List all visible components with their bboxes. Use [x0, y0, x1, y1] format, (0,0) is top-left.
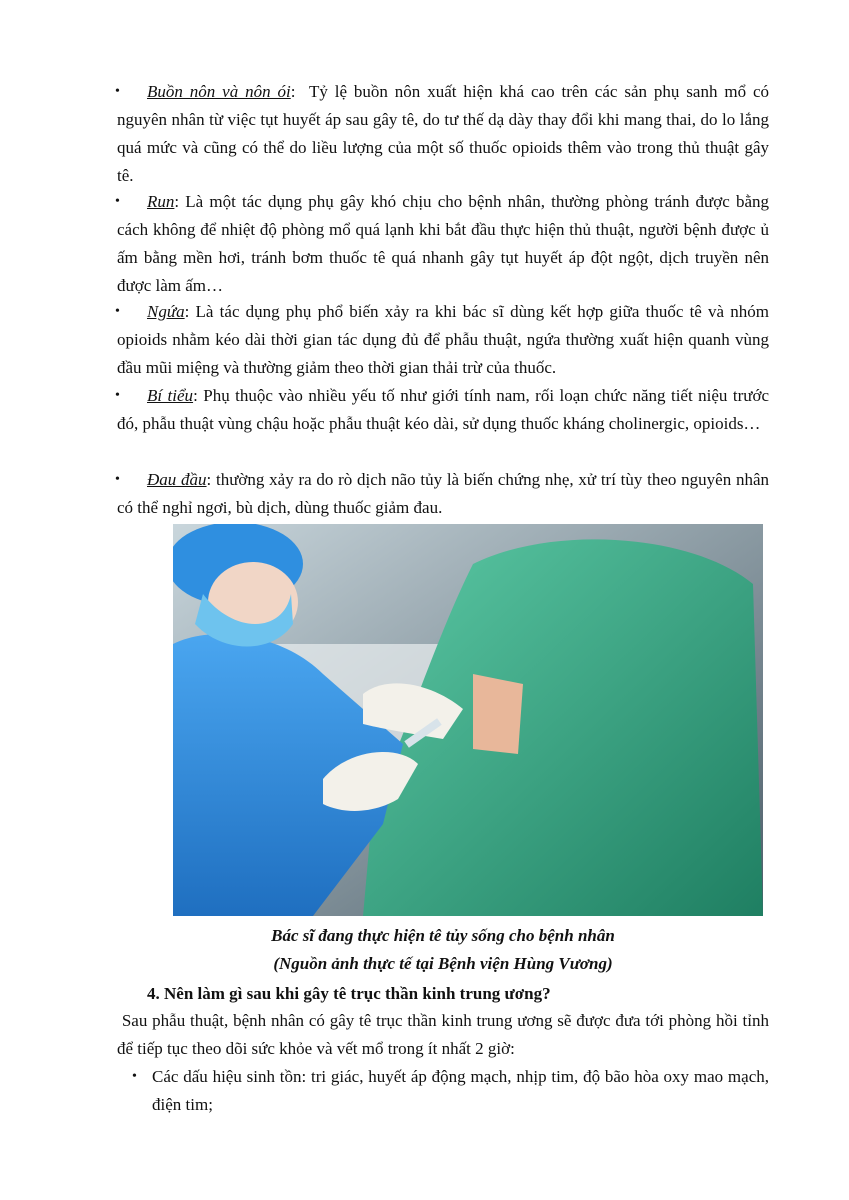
- bullet-term: Ngứa: [147, 302, 185, 321]
- section-heading: 4. Nên làm gì sau khi gây tê trục thần kinh trung ương?: [147, 984, 551, 1003]
- bullet-term: Run: [147, 192, 175, 211]
- bullet-separator: :: [184, 302, 196, 321]
- bullet-paragraph: [117, 298, 769, 382]
- figure-caption-line-1: Bác sĩ đang thực hiện tê tủy sống cho bệnh nhân: [271, 926, 615, 945]
- bullet-dot: •: [115, 304, 120, 319]
- bullet-dot: •: [115, 84, 120, 99]
- bullet-text: Là một tác dụng phụ gây khó chịu cho bệnh nhân, thường phòng tránh được bằng cách không để nhiệt độ phòng mổ quá lạnh khi bắt đầu thực hiện thủ thuật, người bệnh được ủ ấm bằng mền hơi, tránh bơm thuốc tê quá nhanh gây tụt huyết áp đột ngột, dịch truyền nên được làm ấm…: [117, 192, 769, 295]
- list-item: [132, 1063, 769, 1119]
- bullet-paragraph: [117, 382, 769, 438]
- bullet-term: Bí tiểu: [147, 386, 194, 405]
- bullet-text: Tỷ lệ buồn nôn xuất hiện khá cao trên các sản phụ sanh mổ có nguyên nhân từ việc tụt huyết áp sau gây tê, do tư thế dạ dày thay đổi khi mang thai, do lo lắng quá mức và cũng có thể do liều lượng của một số thuốc opioids thêm vào trong thủ thuật gây tê.: [117, 82, 770, 185]
- bullet-paragraph: [117, 466, 769, 522]
- bullet-term: Đau đầu: [147, 470, 207, 489]
- bullet-separator: :: [290, 82, 309, 101]
- section-intro: Sau phẫu thuật, bệnh nhân có gây tê trục thần kinh trung ương sẽ được đưa tới phòng hồi tỉnh để tiếp tục theo dõi sức khỏe và vết mổ trong ít nhất 2 giờ:: [117, 1011, 774, 1058]
- bullet-text: thường xảy ra do rò dịch não tủy là biến chứng nhẹ, xử trí tùy theo nguyên nhân có thể nghỉ ngơi, bù dịch, dùng thuốc giảm đau.: [117, 470, 769, 517]
- bullet-separator: :: [193, 386, 204, 405]
- exposed-back: [473, 674, 523, 754]
- list-item-text: Các dấu hiệu sinh tồn: tri giác, huyết áp động mạch, nhịp tim, độ bão hòa oxy mao mạch, điện tim;: [152, 1067, 769, 1114]
- procedure-photo: [173, 524, 763, 916]
- bullet-dot: •: [115, 388, 120, 403]
- bullet-text: Phụ thuộc vào nhiều yếu tố như giới tính nam, rối loạn chức năng tiết niệu trước đó, phẫu thuật vùng chậu hoặc phẫu thuật kéo dài, sử dụng thuốc kháng cholinergic, opioids…: [117, 386, 769, 433]
- bullet-dot: •: [132, 1069, 137, 1084]
- figure-caption-line-2: (Nguồn ảnh thực tế tại Bệnh viện Hùng Vương): [273, 954, 613, 973]
- bullet-paragraph: [117, 188, 769, 300]
- bullet-paragraph: [117, 78, 769, 190]
- bullet-dot: •: [115, 194, 120, 209]
- bullet-separator: :: [206, 470, 216, 489]
- bullet-separator: :: [174, 192, 186, 211]
- bullet-dot: •: [115, 472, 120, 487]
- bullet-text: Là tác dụng phụ phổ biến xảy ra khi bác sĩ dùng kết hợp giữa thuốc tê và nhóm opioids nhằm kéo dài thời gian tác dụng đủ để phẫu thuật, ngứa thường xuất hiện quanh vùng đầu mũi miệng và thường giảm theo thời gian thải trừ của thuốc.: [117, 302, 769, 377]
- procedure-illustration: [173, 524, 763, 916]
- bullet-term: Buồn nôn và nôn ói: [147, 82, 291, 101]
